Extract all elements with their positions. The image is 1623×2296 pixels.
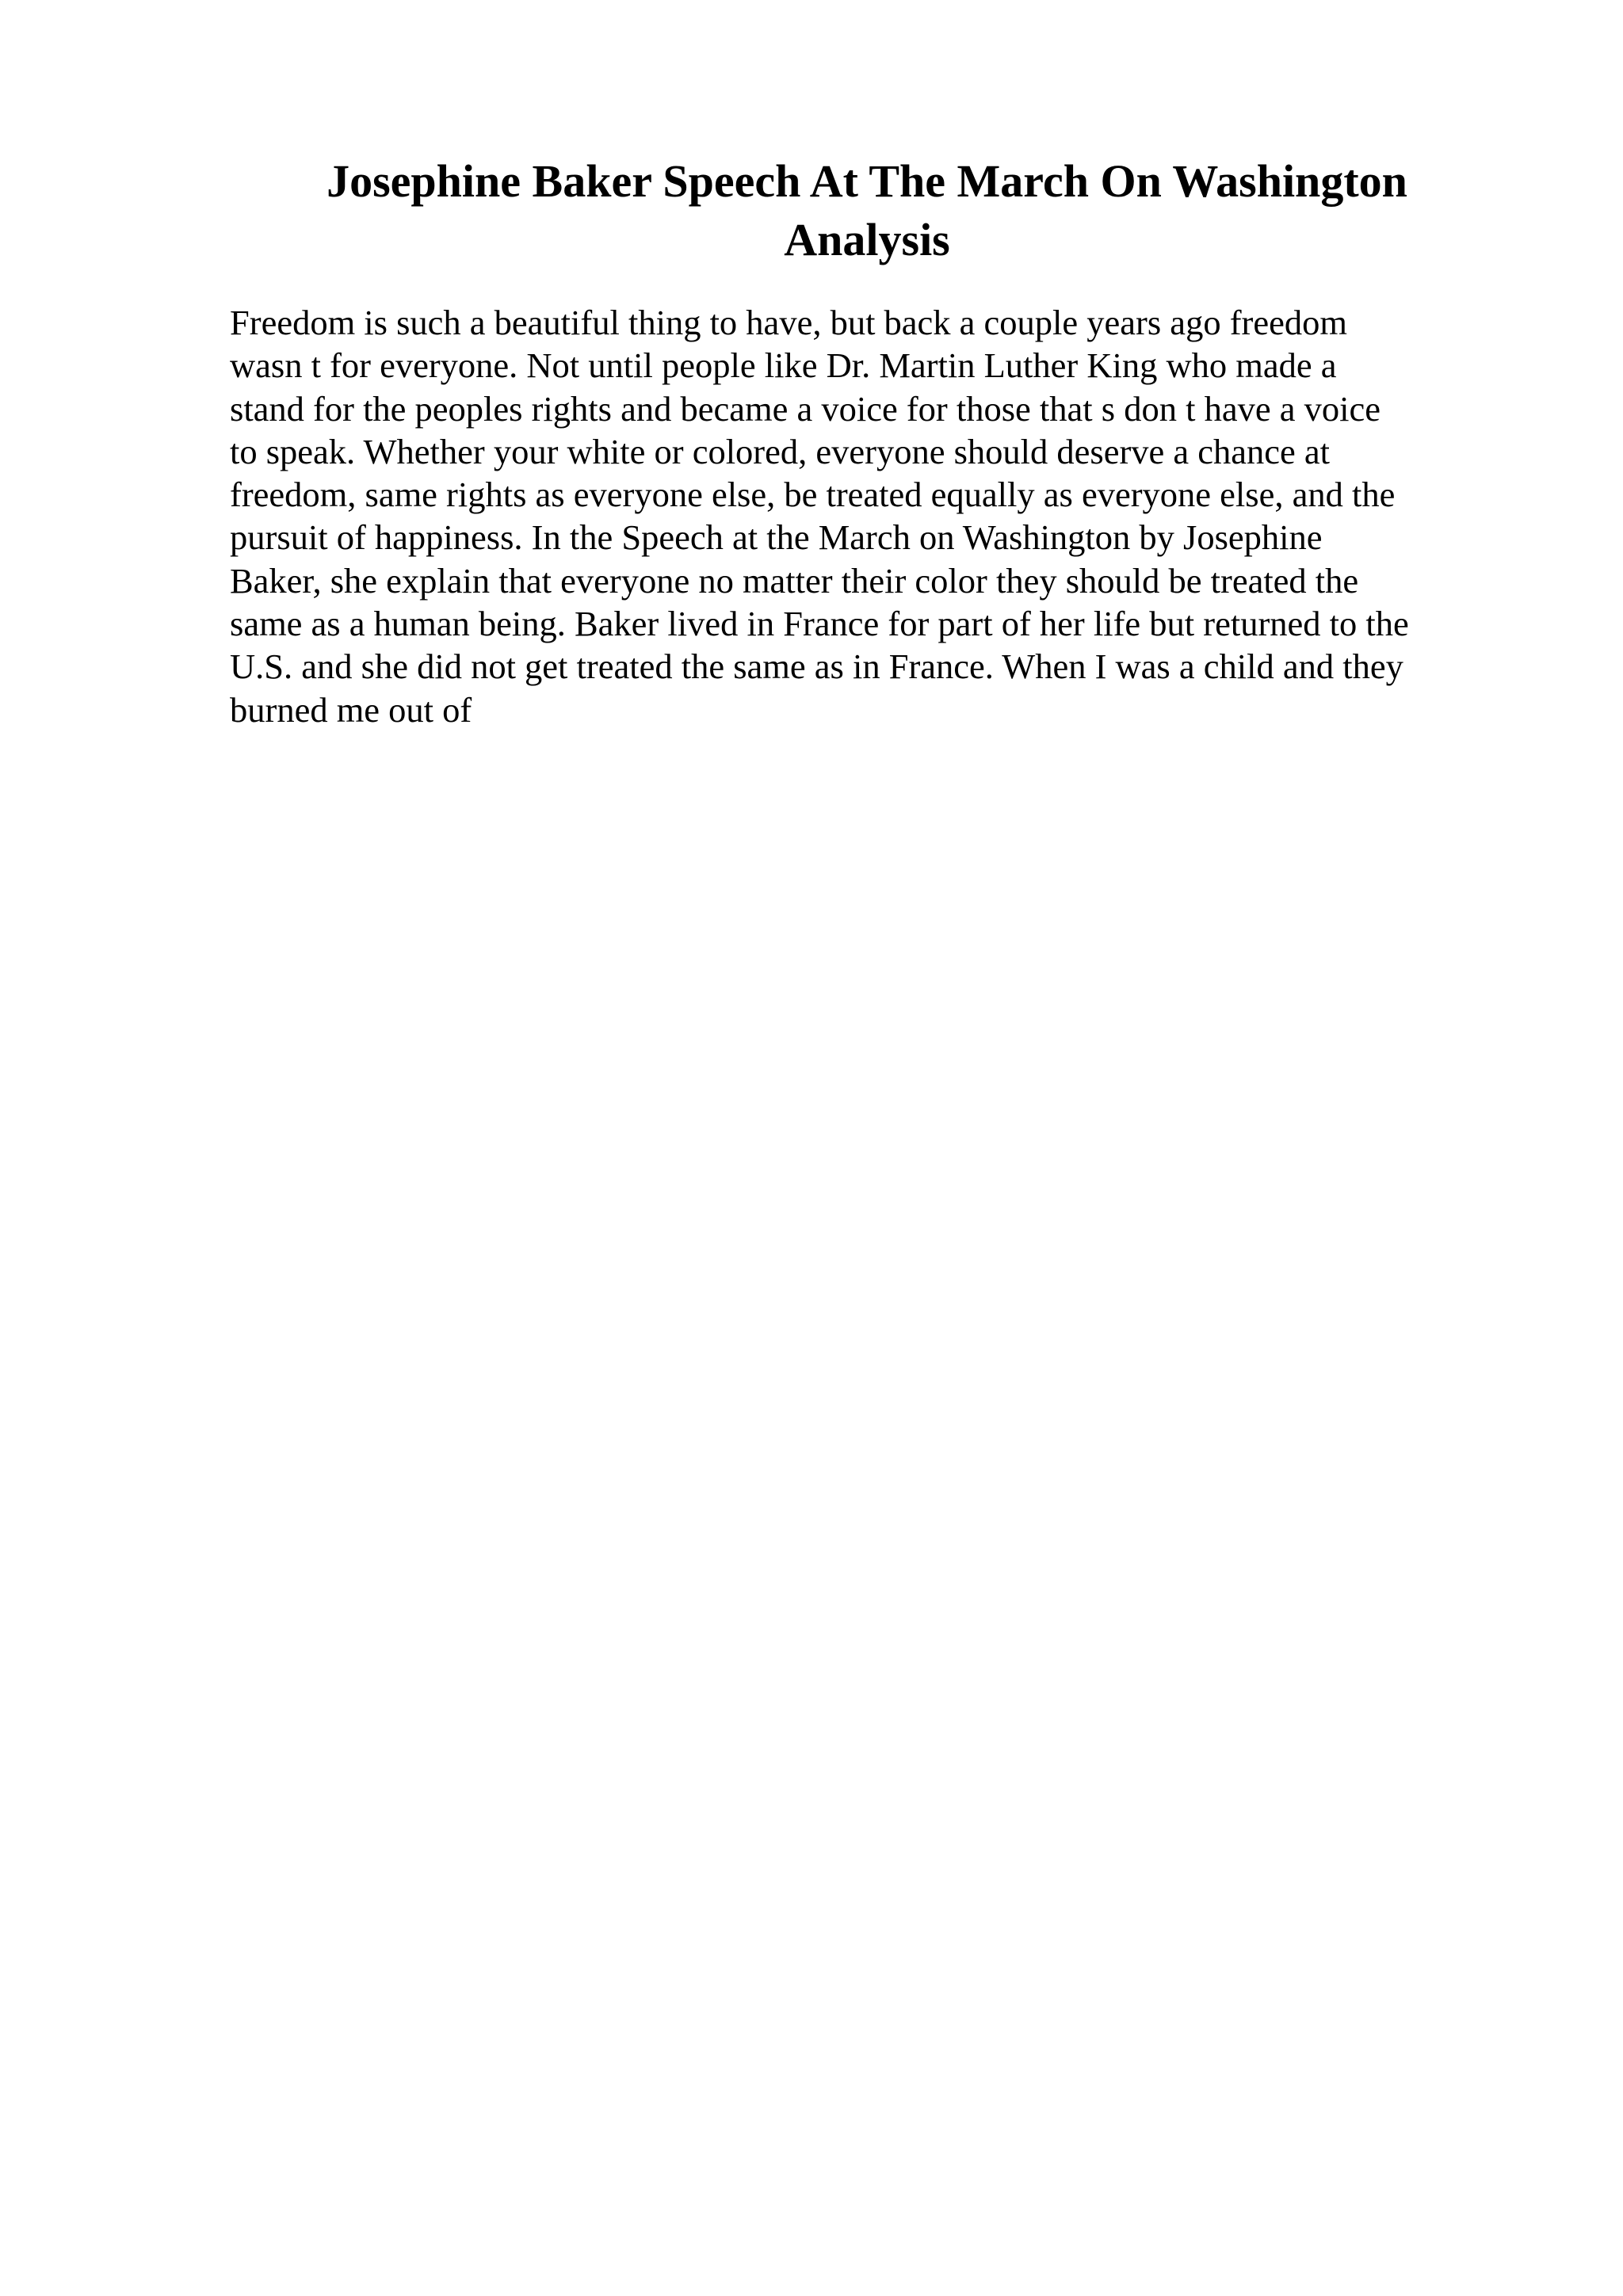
body-line-7: Baker, she explain that everyone no matter their color they should be treated the [230, 560, 1359, 601]
body-line-1: Freedom is such a beautiful thing to have, but back a couple years ago freedom [230, 303, 1347, 342]
body-line-2: wasn t for everyone. Not until people like Dr. Martin Luther King who made a [230, 345, 1337, 386]
body-line-6: pursuit of happiness. In the Speech at the March on Washington by Josephine [230, 517, 1323, 558]
title-line-2: Analysis [784, 214, 950, 265]
body-line-9: U.S. and she did not get treated the same as in France. When I was a child and they [230, 646, 1403, 687]
body-paragraph [230, 301, 1529, 731]
body-line-8: same as a human being. Baker lived in France for part of her life but returned to the [230, 604, 1409, 644]
body-line-3: stand for the peoples rights and became a voice for those that s don t have a voice [230, 388, 1381, 429]
title-line-1: Josephine Baker Speech At The March On Washington [327, 155, 1407, 207]
body-line-10: burned me out of [230, 689, 472, 730]
document-title [230, 152, 1504, 269]
body-line-4: to speak. Whether your white or colored, everyone should deserve a chance at [230, 431, 1331, 471]
body-line-5: freedom, same rights as everyone else, be treated equally as everyone else, and the [230, 475, 1396, 515]
